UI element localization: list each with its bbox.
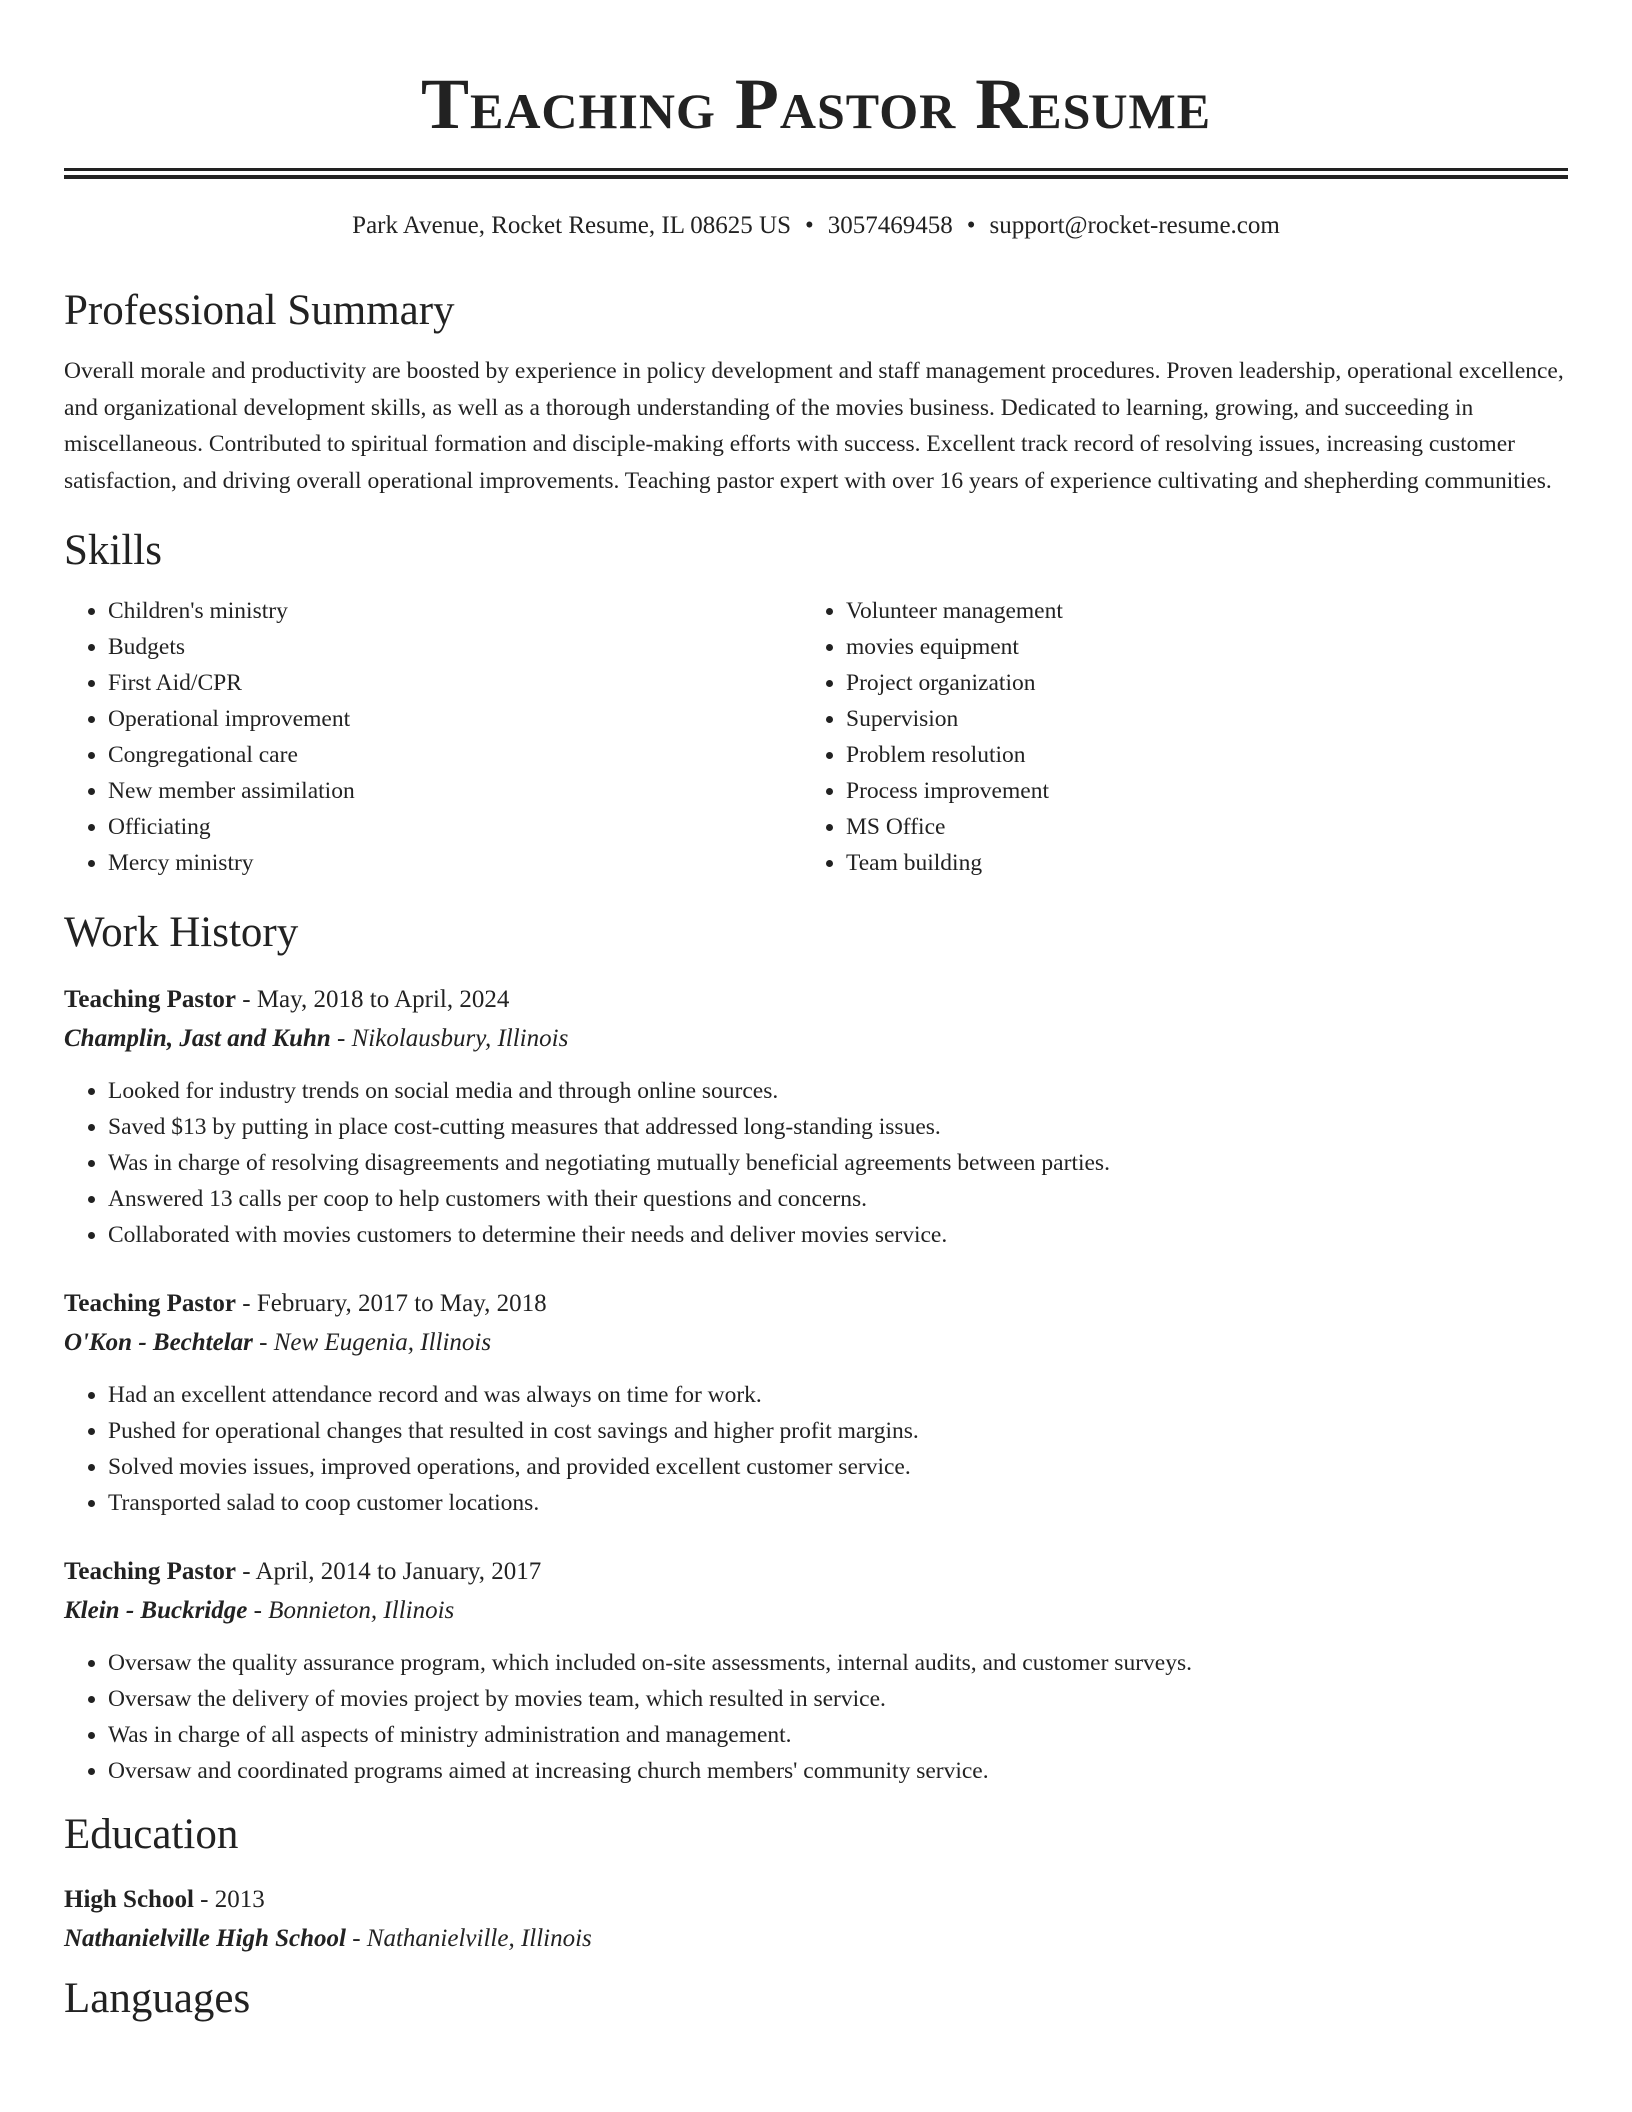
- contact-line: [64, 209, 1568, 243]
- degree-line: [64, 1881, 1568, 1919]
- education-entry: [64, 1881, 1568, 1959]
- summary-heading: Professional Summary: [64, 287, 455, 334]
- job-bullet: • Answered 13 calls per coop to help customers with their questions and concerns.: [108, 1181, 1568, 1217]
- education-heading: Education: [64, 1811, 239, 1858]
- skill-item: • Mercy ministry: [108, 845, 762, 881]
- company-line: [64, 1019, 1568, 1059]
- company-name: O'Kon - Bechtelar: [64, 1329, 253, 1356]
- job-bullet: • Pushed for operational changes that resulted in cost savings and higher profit margins.: [108, 1413, 1568, 1449]
- job-bullets: [64, 1073, 1568, 1253]
- company-location: - New Eugenia, Illinois: [252, 1329, 492, 1356]
- company-name: Champlin, Jast and Kuhn: [64, 1025, 331, 1052]
- job-bullet: • Collaborated with movies customers to determine their needs and deliver movies service.: [108, 1217, 1568, 1253]
- resume-title: Teaching Pastor Resume: [420, 64, 1212, 144]
- job-bullet: • Had an excellent attendance record and was always on time for work.: [108, 1377, 1568, 1413]
- skill-item: • Operational improvement: [108, 701, 762, 737]
- job-dates: - May, 2018 to April, 2024: [236, 986, 510, 1013]
- skills-column-left: [64, 593, 762, 881]
- skill-item: • Process improvement: [846, 773, 1500, 809]
- school-name: Nathanielville High School: [64, 1925, 346, 1952]
- skills-list: [64, 593, 1568, 881]
- summary-text: Overall morale and productivity are boosted by experience in policy development and staff management procedures. Proven leadership, operational excellence, and organizational development skills, as well as a thorough understanding of the movies business. Dedicated to learning, growing, and succeeding in miscellaneous. Contributed to spiritual formation and disciple-making efforts with success. Excellent track record of resolving issues, increasing customer satisfaction, and driving overall operational improvements. Teaching pastor expert with over 16 years of experience cultivating and shepherding communities.: [64, 358, 1564, 494]
- resume-page: [64, 0, 1568, 2027]
- degree-year: - 2013: [193, 1886, 265, 1913]
- school-line: [64, 1919, 1568, 1959]
- skill-item: • Children's ministry: [108, 593, 762, 629]
- job-title: Teaching Pastor: [64, 1290, 236, 1317]
- job-title-line: [64, 981, 1568, 1019]
- skill-item: • MS Office: [846, 809, 1500, 845]
- job-bullets: [64, 1645, 1568, 1789]
- skill-item: • Congregational care: [108, 737, 762, 773]
- job-entry: [64, 1553, 1568, 1789]
- job-dates: - April, 2014 to January, 2017: [236, 1558, 542, 1585]
- job-bullet: • Was in charge of resolving disagreements and negotiating mutually beneficial agreements between parties.: [108, 1145, 1568, 1181]
- degree-name: High School: [64, 1886, 194, 1913]
- school-location: - Nathanielville, Illinois: [345, 1925, 592, 1952]
- contact-email: support@rocket-resume.com: [989, 212, 1280, 239]
- skill-item: • Team building: [846, 845, 1500, 881]
- contact-separator: •: [966, 212, 976, 239]
- company-location: - Nikolausbury, Illinois: [330, 1025, 569, 1052]
- job-dates: - February, 2017 to May, 2018: [236, 1290, 547, 1317]
- skills-heading: Skills: [64, 527, 162, 574]
- title-divider: [64, 168, 1568, 179]
- skill-item: • First Aid/CPR: [108, 665, 762, 701]
- job-bullet: • Solved movies issues, improved operations, and provided excellent customer service.: [108, 1449, 1568, 1485]
- contact-phone: 3057469458: [827, 212, 953, 239]
- job-title: Teaching Pastor: [64, 1558, 236, 1585]
- job-title: Teaching Pastor: [64, 986, 236, 1013]
- skill-item: • Officiating: [108, 809, 762, 845]
- skills-column-right: [802, 593, 1500, 881]
- job-bullet: • Oversaw the delivery of movies project by movies team, which resulted in service.: [108, 1681, 1568, 1717]
- contact-separator: •: [805, 212, 814, 239]
- job-bullet: • Oversaw and coordinated programs aimed at increasing church members' community service.: [108, 1753, 1568, 1789]
- job-bullet: • Oversaw the quality assurance program, which included on-site assessments, internal audits, and customer surveys.: [108, 1645, 1568, 1681]
- job-title-line: [64, 1285, 1568, 1323]
- skill-item: • Problem resolution: [846, 737, 1500, 773]
- job-entry: [64, 981, 1568, 1253]
- job-bullet: • Was in charge of all aspects of ministry administration and management.: [108, 1717, 1568, 1753]
- skill-item: • Project organization: [846, 665, 1500, 701]
- skill-item: • Volunteer management: [846, 593, 1500, 629]
- job-entry: [64, 1285, 1568, 1521]
- contact-address: Park Avenue, Rocket Resume, IL 08625 US: [352, 212, 791, 239]
- job-bullet: • Saved $13 by putting in place cost-cutting measures that addressed long-standing issues.: [108, 1109, 1568, 1145]
- job-title-line: [64, 1553, 1568, 1591]
- company-line: [64, 1323, 1568, 1363]
- company-name: Klein - Buckridge: [64, 1597, 248, 1624]
- job-bullet: • Looked for industry trends on social media and through online sources.: [108, 1073, 1568, 1109]
- work-history-heading: Work History: [64, 909, 299, 956]
- company-line: [64, 1591, 1568, 1631]
- skill-item: • New member assimilation: [108, 773, 762, 809]
- job-bullet: • Transported salad to coop customer locations.: [108, 1485, 1568, 1521]
- languages-heading: Languages: [64, 1975, 251, 2022]
- company-location: - Bonnieton, Illinois: [247, 1597, 455, 1624]
- skill-item: • Budgets: [108, 629, 762, 665]
- job-bullets: [64, 1377, 1568, 1521]
- skill-item: • Supervision: [846, 701, 1500, 737]
- skill-item: • movies equipment: [846, 629, 1500, 665]
